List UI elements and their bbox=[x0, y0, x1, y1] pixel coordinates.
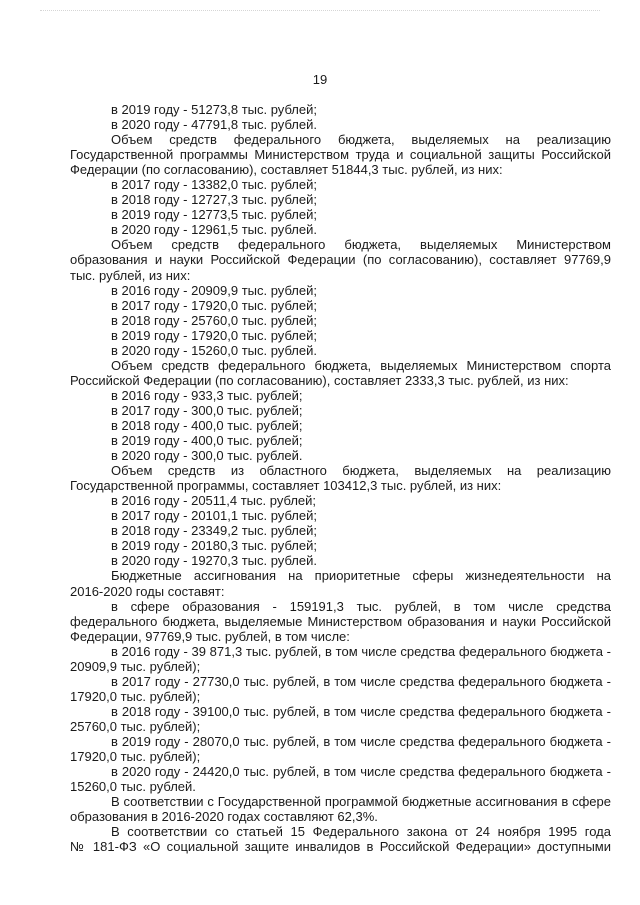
text-line: Объем средств федерального бюджета, выделяемых на реализацию bbox=[111, 132, 611, 148]
text-line: В соответствии со статьей 15 Федерального закона от 24 ноября 1995 года bbox=[111, 824, 611, 840]
text-line: тыс. рублей, из них: bbox=[70, 267, 191, 283]
scan-artifact-line bbox=[40, 10, 600, 11]
text-line: в 2017 году - 300,0 тыс. рублей; bbox=[111, 402, 303, 418]
text-line: в 2017 году - 13382,0 тыс. рублей; bbox=[111, 177, 317, 193]
text-line: в 2020 году - 15260,0 тыс. рублей. bbox=[111, 342, 317, 358]
text-line: Федерации, 97769,9 тыс. рублей, в том числе: bbox=[70, 628, 350, 644]
text-line: 15260,0 тыс. рублей. bbox=[70, 779, 196, 795]
text-line: в 2019 году - 12773,5 тыс. рублей; bbox=[111, 207, 317, 223]
page-number: 19 bbox=[312, 72, 328, 87]
text-line: Государственной программы Министерством труда и социальной защиты Российской bbox=[70, 147, 611, 163]
text-line: В соответствии с Государственной программой бюджетные ассигнования в сфере bbox=[111, 794, 611, 810]
text-line: в 2020 году - 300,0 тыс. рублей. bbox=[111, 448, 303, 464]
text-line: в 2018 году - 25760,0 тыс. рублей; bbox=[111, 312, 317, 328]
text-line: 20909,9 тыс. рублей); bbox=[70, 658, 201, 674]
text-line: в 2019 году - 20180,3 тыс. рублей; bbox=[111, 538, 317, 554]
text-line: в 2016 году - 20909,9 тыс. рублей; bbox=[111, 282, 317, 298]
text-line: в сфере образования - 159191,3 тыс. рублей, в том числе средства bbox=[111, 598, 611, 614]
text-line: в 2016 году - 933,3 тыс. рублей; bbox=[111, 387, 303, 403]
text-line: в 2020 году - 24420,0 тыс. рублей, в том числе средства федерального бюджета - bbox=[111, 764, 611, 780]
text-line: в 2019 году - 17920,0 тыс. рублей; bbox=[111, 327, 317, 343]
text-line: в 2016 году - 39 871,3 тыс. рублей, в том числе средства федерального бюджета - bbox=[111, 643, 611, 659]
text-line: Бюджетные ассигнования на приоритетные сферы жизнедеятельности на bbox=[111, 568, 611, 584]
text-line: 2016-2020 годы составят: bbox=[70, 583, 225, 599]
text-line: образования в 2016-2020 годах составляют 62,3%. bbox=[70, 809, 378, 825]
text-line: в 2019 году - 28070,0 тыс. рублей, в том числе средства федерального бюджета - bbox=[111, 733, 611, 749]
text-line: в 2016 году - 20511,4 тыс. рублей; bbox=[111, 493, 317, 509]
body-text bbox=[70, 102, 611, 854]
text-line: 17920,0 тыс. рублей); bbox=[70, 749, 201, 765]
text-line: в 2020 году - 47791,8 тыс. рублей. bbox=[111, 117, 317, 133]
text-line: в 2018 году - 39100,0 тыс. рублей, в том числе средства федерального бюджета - bbox=[111, 703, 611, 719]
text-line: в 2020 году - 19270,3 тыс. рублей. bbox=[111, 553, 317, 569]
text-line: в 2019 году - 51273,8 тыс. рублей; bbox=[111, 102, 317, 117]
text-line: 17920,0 тыс. рублей); bbox=[70, 688, 201, 704]
text-line: Российской Федерации (по согласованию), составляет 2333,3 тыс. рублей, из них: bbox=[70, 372, 569, 388]
text-line: Объем средств из областного бюджета, выделяемых на реализацию bbox=[111, 463, 611, 479]
text-line: Федерации (по согласованию), составляет 51844,3 тыс. рублей, из них: bbox=[70, 162, 503, 178]
text-line: федерального бюджета, выделяемые Министерством образования и науки Российской bbox=[70, 613, 611, 629]
text-line: в 2017 году - 27730,0 тыс. рублей, в том числе средства федерального бюджета - bbox=[111, 673, 611, 689]
text-line: в 2019 году - 400,0 тыс. рублей; bbox=[111, 433, 303, 449]
text-line: № 181-ФЗ «О социальной защите инвалидов в Российской Федерации» доступными bbox=[70, 839, 611, 855]
text-line: Объем средств федерального бюджета, выделяемых Министерством bbox=[111, 237, 611, 253]
text-line: в 2018 году - 23349,2 тыс. рублей; bbox=[111, 523, 317, 539]
text-line: 25760,0 тыс. рублей); bbox=[70, 718, 201, 734]
text-line: в 2018 году - 12727,3 тыс. рублей; bbox=[111, 192, 317, 208]
text-line: образования и науки Российской Федерации (по согласованию), составляет 97769,9 bbox=[70, 252, 611, 268]
text-line: Государственной программы, составляет 103412,3 тыс. рублей, из них: bbox=[70, 478, 502, 494]
text-line: в 2020 году - 12961,5 тыс. рублей. bbox=[111, 222, 317, 238]
text-line: в 2018 году - 400,0 тыс. рублей; bbox=[111, 417, 303, 433]
text-line: в 2017 году - 20101,1 тыс. рублей; bbox=[111, 508, 317, 524]
text-line: Объем средств федерального бюджета, выделяемых Министерством спорта bbox=[111, 357, 611, 373]
text-line: в 2017 году - 17920,0 тыс. рублей; bbox=[111, 297, 317, 313]
